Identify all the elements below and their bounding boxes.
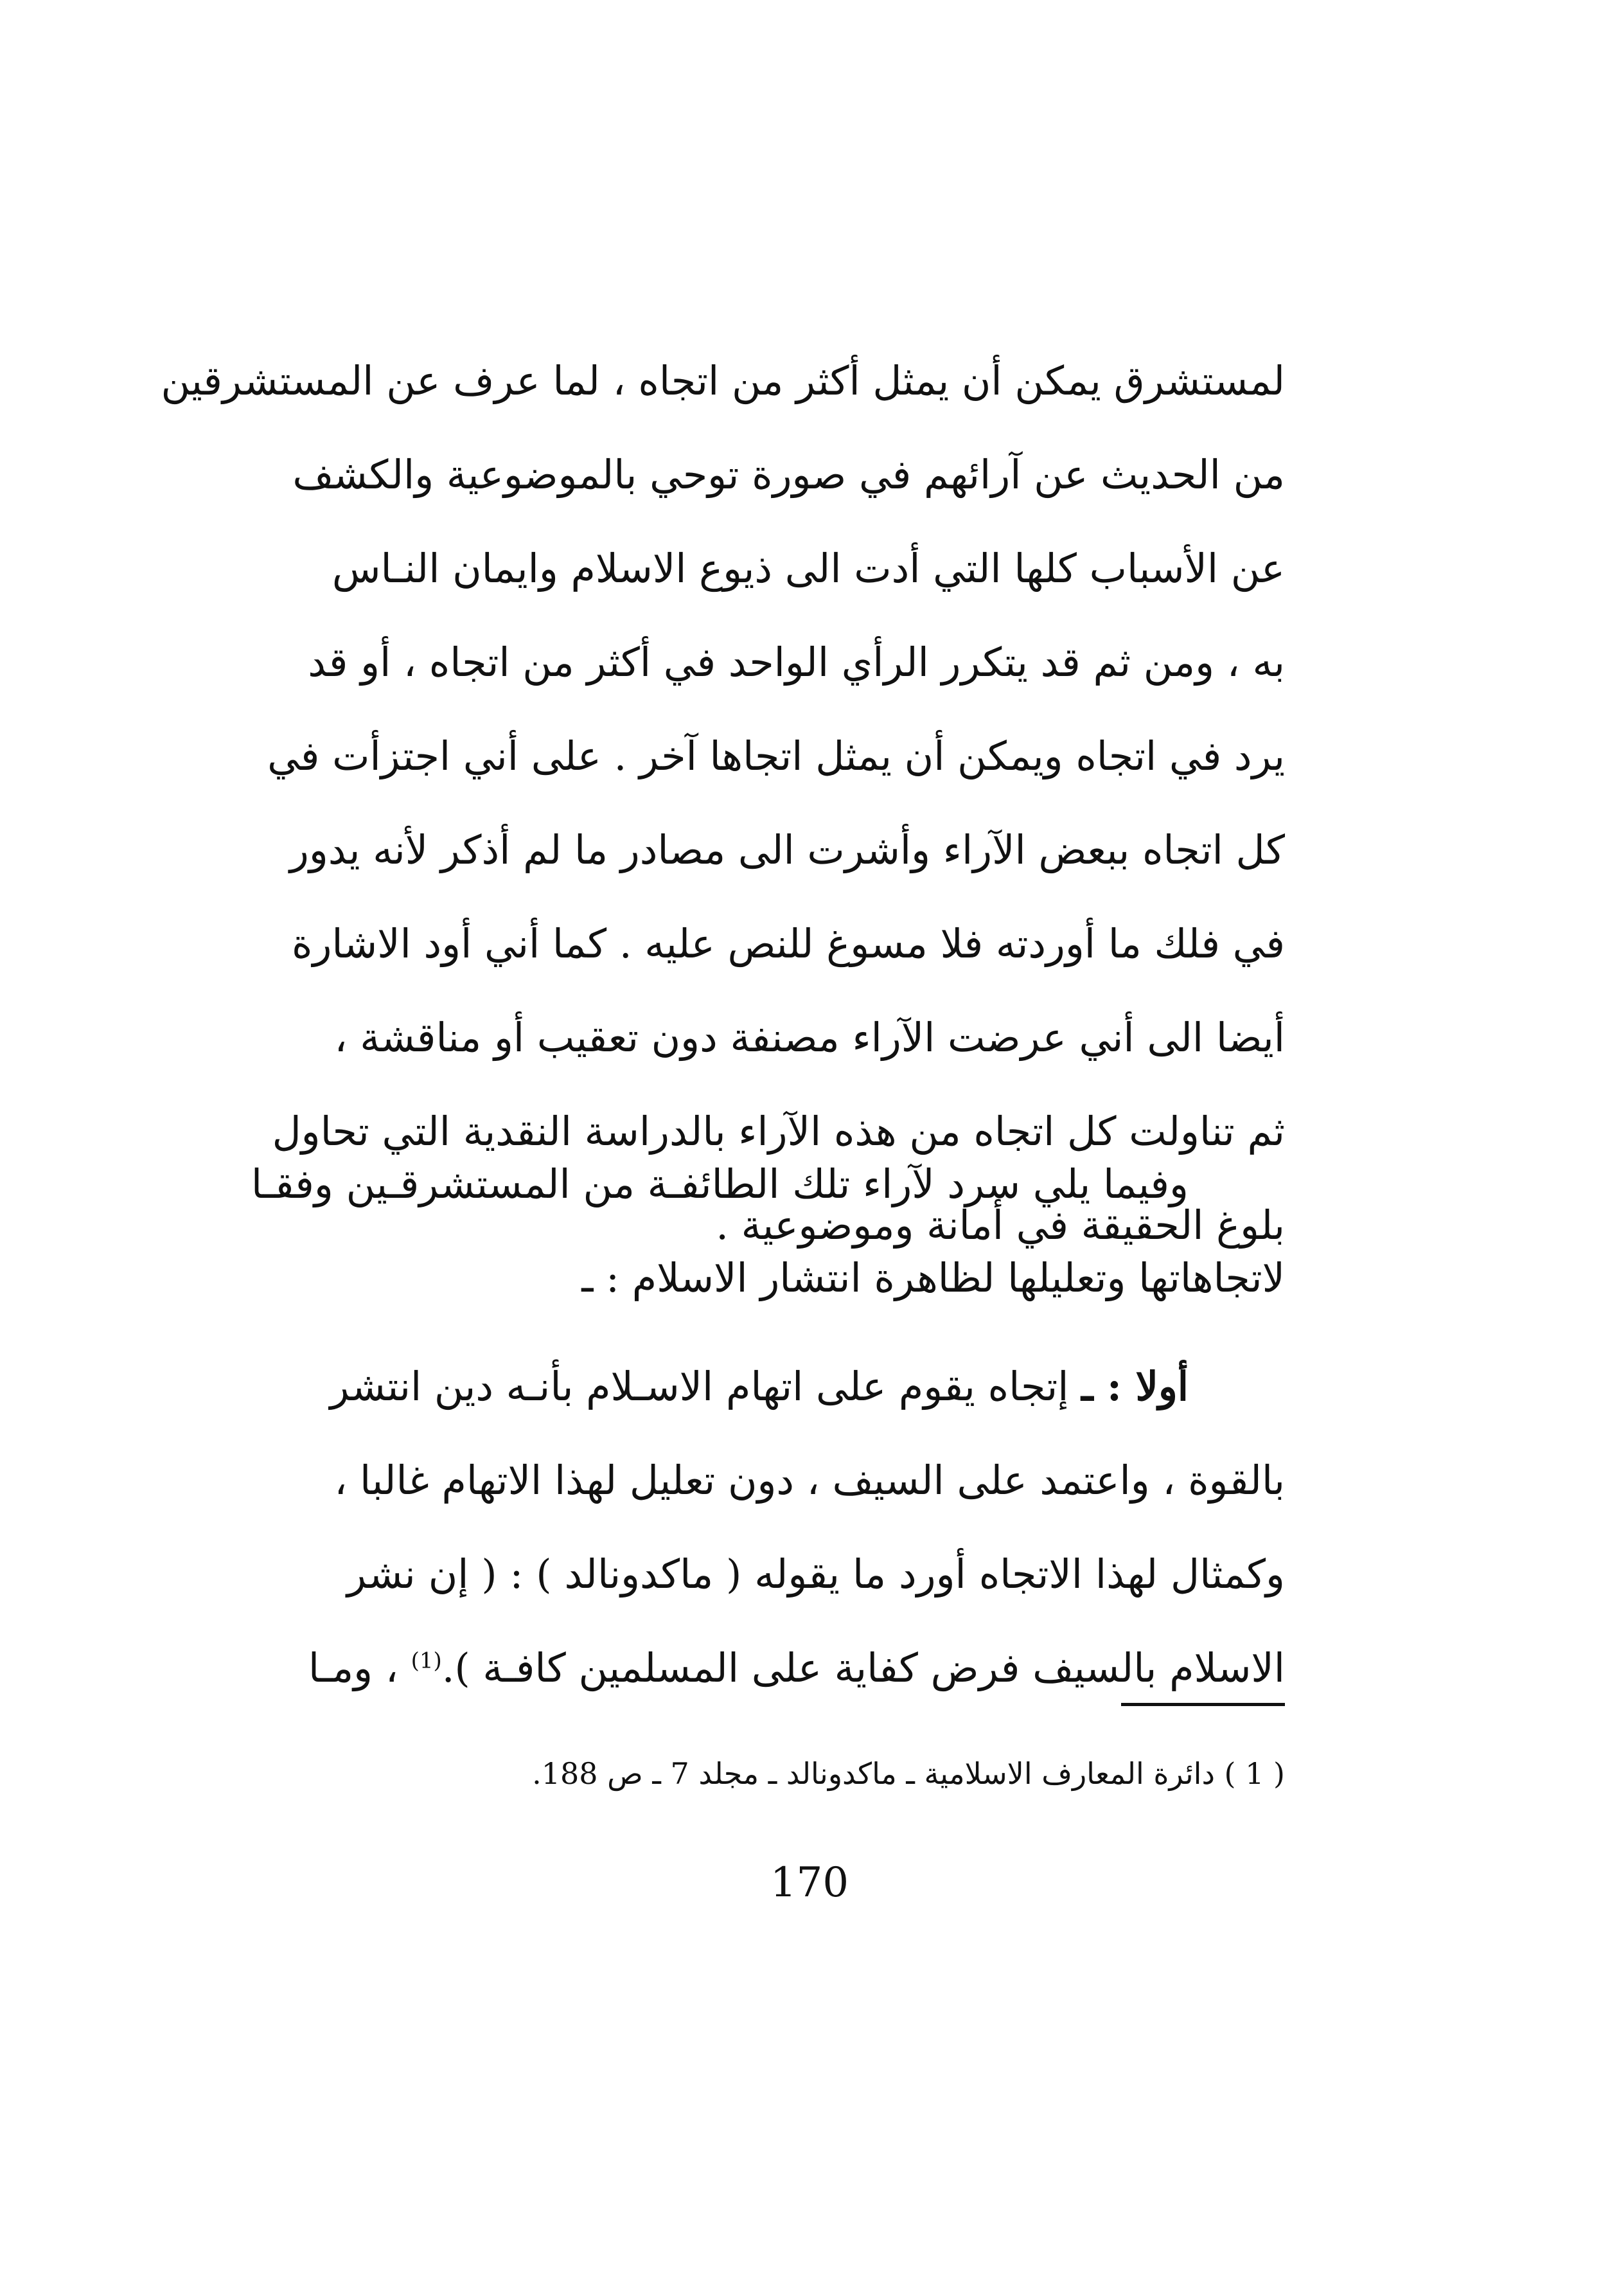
paragraph-line: عن الأسباب كلها التي أدت الى ذيوع الاسلام وايمان النـاس <box>332 545 1285 592</box>
paragraph-line: في فلك ما أوردته فلا مسوغ للنص عليه . كما أني أود الاشارة <box>291 920 1285 967</box>
paragraph-line: به ، ومن ثم قد يتكرر الرأي الواحد في أكثر من اتجاه ، أو قد <box>308 639 1285 686</box>
paragraph-line: وفيما يلي سرد لآراء تلك الطائفـة من المستشرقـين وفقـا <box>251 1161 1189 1207</box>
paragraph-line <box>308 1621 1285 1715</box>
paragraph-line-text: ، ومـا <box>308 1644 411 1691</box>
paragraph-line: يرد في اتجاه ويمكن أن يمثل اتجاها آخر . على أني اجتزأت في <box>267 733 1285 779</box>
paragraph-line: من الحديث عن آرائهم في صورة توحي بالموضوعية والكشف <box>292 451 1285 498</box>
paragraph-line: كل اتجاه ببعض الآراء وأشرت الى مصادر ما لم أذكر لأنه يدور <box>289 826 1285 873</box>
paragraph-line: بلوغ الحقيقة في أمانة وموضوعية . <box>716 1202 1285 1249</box>
page-number: 170 <box>770 1859 849 1907</box>
paragraph-line: وكمثال لهذا الاتجاه أورد ما يقوله ( ماكدونالد ) : ( إن نشر <box>347 1551 1285 1597</box>
paragraph-line: لمستشرق يمكن أن يمثل أكثر من اتجاه ، لما عرف عن المستشرقين <box>161 357 1285 404</box>
paragraph-line <box>330 1340 1285 1434</box>
paragraph-line: بالقوة ، واعتمد على السيف ، دون تعليل لهذا الاتهام غالبا ، <box>334 1457 1285 1504</box>
paragraph-1 <box>161 334 1285 1272</box>
footnote-divider <box>1121 1703 1285 1706</box>
section-heading: أولا : ـ <box>1081 1363 1189 1410</box>
paragraph-line-text: إتجاه يقوم على اتهام الاسـلام بأنـه دين انتشر <box>330 1363 1069 1410</box>
paragraph-line: لاتجاهاتها وتعليلها لظاهرة انتشار الاسلام : ـ <box>581 1254 1285 1301</box>
paragraph-3 <box>308 1340 1285 1715</box>
paragraph-line: أيضا الى أني عرضت الآراء مصنفة دون تعقيب أو مناقشة ، <box>334 1014 1285 1061</box>
paragraph-2 <box>251 1137 1285 1325</box>
footnote: ( 1 ) دائرة المعارف الاسلامية ـ ماكدونالد ـ مجلد 7 ـ ص 188. <box>532 1756 1285 1791</box>
paragraph-line: ثم تناولت كل اتجاه من هذه الآراء بالدراسة النقدية التي تحاول <box>272 1108 1285 1155</box>
footnote-marker: (1) <box>411 1648 442 1674</box>
paragraph-line-text: الاسلام بالسيف فرض كفاية على المسلمين كافـة ). <box>441 1644 1285 1691</box>
